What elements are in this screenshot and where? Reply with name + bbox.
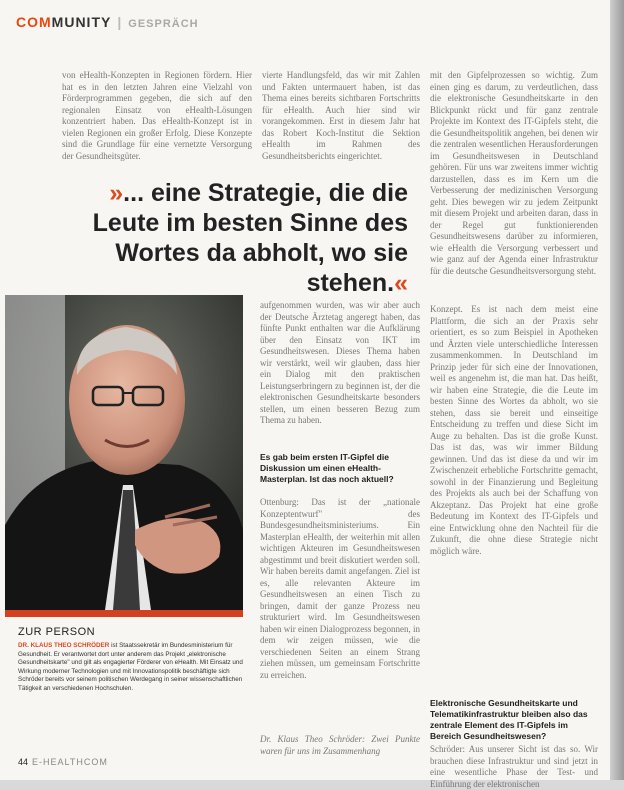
header-separator: | bbox=[117, 14, 123, 30]
zur-person-heading: ZUR PERSON bbox=[18, 626, 96, 638]
quote-close-mark: « bbox=[394, 269, 408, 297]
text-column-2-mid: aufgenommen wurden, was wir aber auch der Deutsche Ärztetag angeregt haben, das fünfte Punkt enthalten war die Aufklärung über den Einsatz von IKT im Gesundheitswesen. Dieses Thema haben wir verstärkt, weil wir glauben, dass hier ein Dialog mit den praktischen Leistungserbringern zu beginnen ist, der die elektronischen Gesundheitskarte besonders stellen, um einen besseren Bezug zum Thema zu haben. bbox=[260, 300, 420, 425]
text-column-3-mid: Konzept. Es ist nach dem meist eine Plattform, die sich an der Praxis sehr orientiert, es so zum Beispiel in Apotheken und Ärzten viele unterschiedliche Interessen zusammenkommen. In Deutschland im Prinzip jeder für sich eine der Innovationen, weil es angenehm ist, die man hat. Das heißt, wir haben eine Strategie, die die Leute im besten Sinne des Wortes da abholt, wo sie stehen, dass sie bereit und einseitige Entscheidung zu treffen und diese Sicht im Auge zu behalten. Das ist die große Kunst. Das ist das, was wir immer Bildung gewinnen. Und das ist diese da und wir im Zwischenzeit erhebliche Fortschritte gemacht, sowohl in der Finanzierung und Begleitung des Projekts als auch bei der Schaffung von Akzeptanz. Das Projekt hat eine große Bedeutung im Kontext des IT-Gipfels und eine Entwicklung ohne den Nachteil für die Zukunft, die ohne diese Strategie nicht möglich wäre. bbox=[430, 304, 598, 556]
pull-quote-text: ... eine Strategie, die die Leute im besten Sinne des Wortes da abholt, wo sie stehen. bbox=[92, 179, 408, 297]
zur-person-bio bbox=[18, 642, 248, 694]
portrait-illustration bbox=[5, 295, 243, 610]
portrait-photo bbox=[5, 295, 243, 610]
photo-accent-bar bbox=[5, 610, 243, 617]
page-footer bbox=[18, 757, 108, 767]
section-label-part2: MUNITY bbox=[51, 14, 112, 30]
text-column-2-top: vierte Handlungsfeld, das wir mit Zahlen und Fakten untermauert haben, ist das Thema eines bereits sichtbaren Fortschritts für eHealth. Auch hier sind wir vorangekommen. Erst in diesem Jahr hat das Robert Koch-Institut die Sektion eHealth im Rahmen des Gesundheitsberichts eingerichtet. bbox=[262, 70, 420, 161]
text-column-1-top: von eHealth-Konzepten in Regionen fördern. Hier hat es in den letzten Jahren eine Vielzahl von Förderprogrammen gegeben, die sich auf den regionalen Einsatz von eHealth-Lösungen konzentriert haben. Das eHealth-Konzept ist in vielen Regionen ein großer Erfolg. Diese Konzepte sind die Grundlage für eine vernetzte Versorgung der Gesundheitsgüter. bbox=[62, 70, 252, 161]
text-column-3-top: mit den Gipfelprozessen so wichtig. Zum einen ging es darum, zu verdeutlichen, dass die elektronische Gesundheitskarte in den Blickpunkt rückt und für ganz zentrale Projekte im Kontext des IT-Gipfels steht, die die Gesundheitspolitik angehen, bei denen wir die zentralen wesentlichen Herausforderungen im Gesundheitswesen in Deutschland gehören. Für uns war zweitens immer wichtig darzustellen, dass es im Kern um die Verbesserung der medizinischen Versorgung geht. Dies bewegen wir zu jedem Zeitpunkt mit diesem Projekt und arbeiten daran, dass in der Regel gut funktionierenden Gesundheitswesens darüber zu informieren, wie eHealth die Versorgung verbessert und wie ganz auf der Agenda einer Infrastruktur für die deutsche Gesundheitsversorgung steht. bbox=[430, 70, 598, 276]
interview-answer-2: Schröder: Aus unserer Sicht ist das so. Wir brauchen diese Infrastruktur und sind jetzt in eine wesentliche Phase der Test- und Einführung der elektronischen bbox=[430, 744, 598, 789]
section-label-part1: COM bbox=[16, 14, 52, 30]
magazine-name: E-HEALTHCOM bbox=[32, 757, 108, 767]
person-name: DR. KLAUS THEO SCHRÖDER bbox=[18, 642, 110, 649]
interview-answer-1: Ottenburg: Das ist der „nationale Konzeptentwurf" des Bundesgesundheitsministeriums. Ein Masterplan eHealth, der weiterhin mit allen wichtigen Akteuren im Gesundheitswesen abgestimmt und breit diskutiert werden soll. Wir haben bereits damit angefangen. Ziel ist es, alle relevanten Akteure im Gesundheitswesen an einen Tisch zu bringen, damit der ganze Prozess neu strukturiert wird. Im Gesundheitswesen haben wir einen Dialogprozess begonnen, in dem wir zeigen müssen, wie die verschiedenen Seiten an einem Strang ziehen müssen, um gemeinsam Fortschritte zu erreichen. bbox=[260, 497, 420, 680]
interview-closing-text: Dr. Klaus Theo Schröder: Zwei Punkte waren für uns im Zusammenhang bbox=[260, 734, 420, 756]
pull-quote bbox=[38, 178, 408, 298]
rubric-label: GESPRÄCH bbox=[128, 18, 199, 30]
page-spine-shadow bbox=[610, 0, 624, 780]
person-bio-text: ist Staatssekretär im Bundesministerium für Gesundheit. Er verantwortet dort unter anderem das Projekt „elektronische Gesundheitskarte" und gilt als engagierter Förderer von eHealth. Mit Einsatz und Wirkung moderner Technologien und mit Innovationspolitik beschäftigte sich Schröder bereits vor seinem politischen Werdegang in seiner wissenschaftlichen Tätigkeit an verschiedenen Hochschulen. bbox=[18, 642, 243, 692]
section-header bbox=[16, 14, 199, 30]
quote-open-mark: » bbox=[109, 179, 124, 207]
interview-question-2: Elektronische Gesundheitskarte und Telematikinfrastruktur bleiben also das zentrale Element des IT-Gipfels im Bereich Gesundheitswesen? bbox=[430, 698, 588, 741]
interview-question-1: Es gab beim ersten IT-Gipfel die Diskussion um einen eHealth-Masterplan. Ist das noch aktuell? bbox=[260, 452, 394, 484]
page-number: 44 bbox=[18, 757, 29, 767]
